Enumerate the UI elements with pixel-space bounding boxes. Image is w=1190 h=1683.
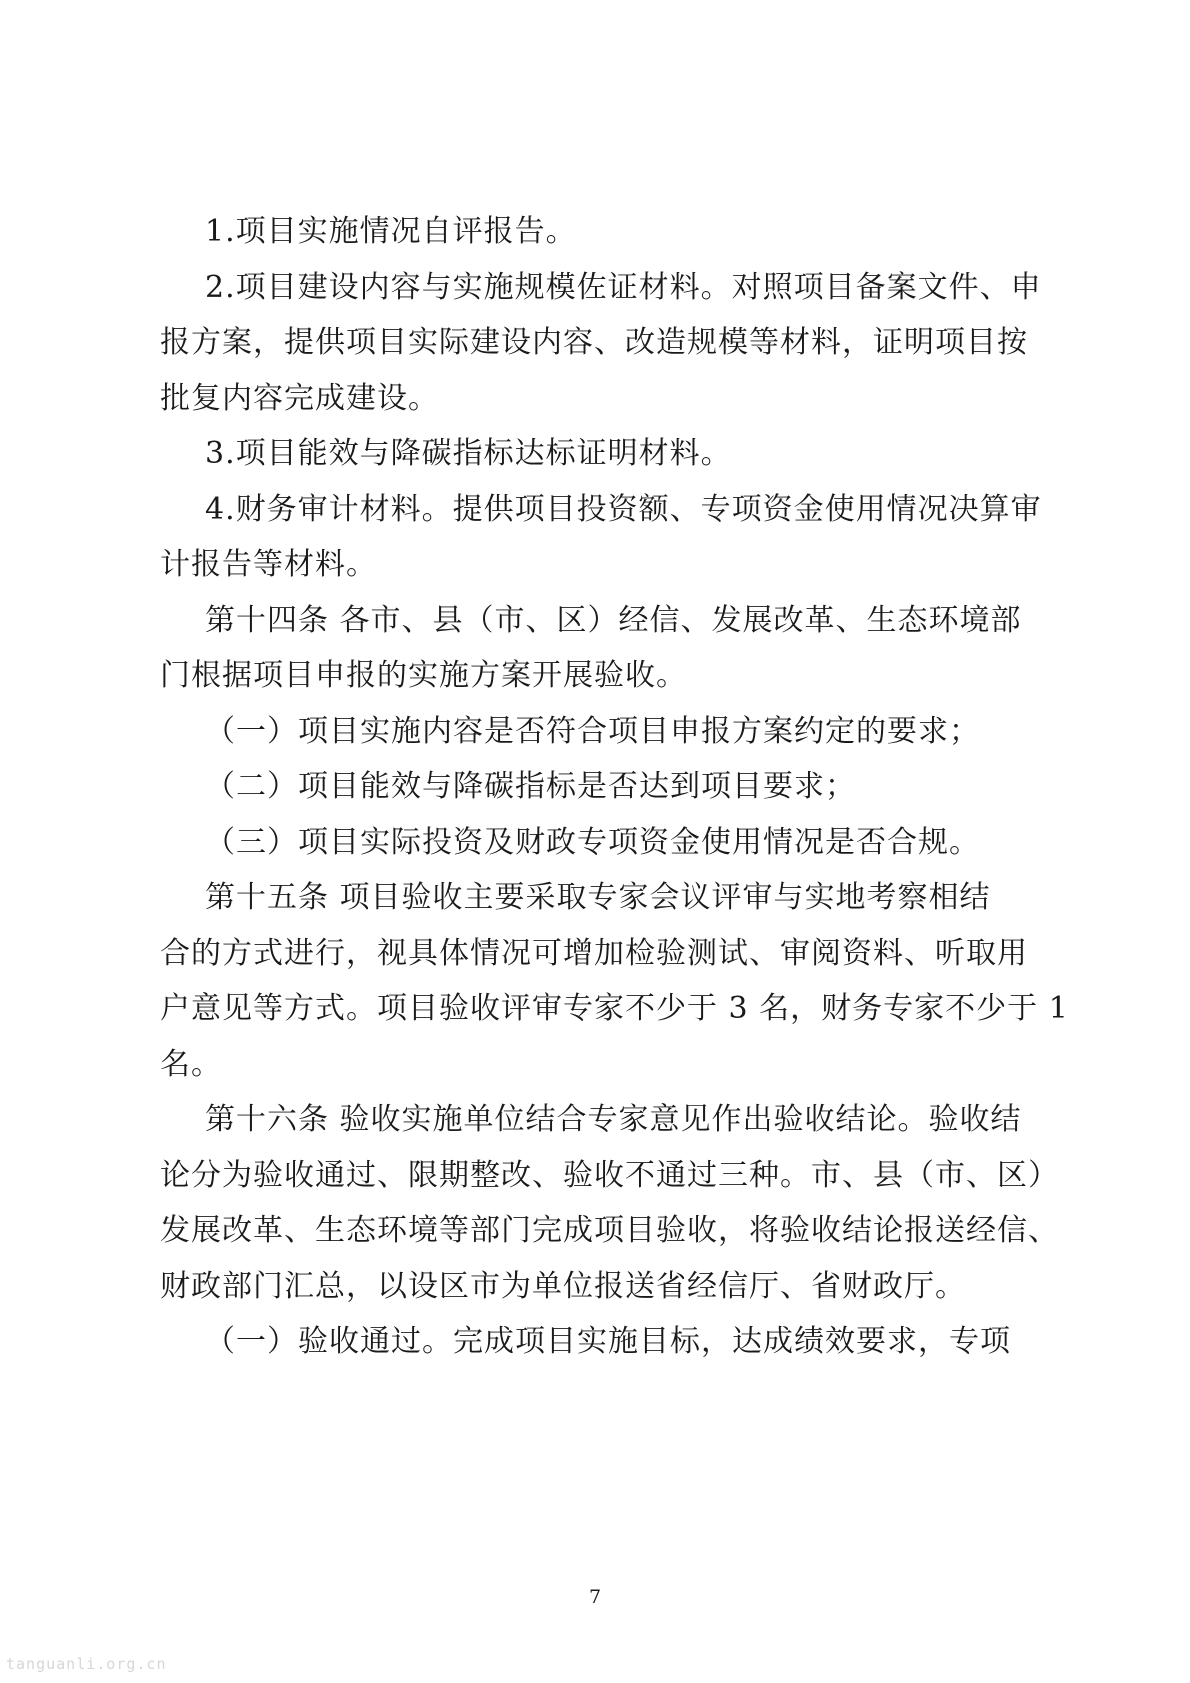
text-line: 2.项目建设内容与实施规模佐证材料。对照项目备案文件、申 xyxy=(205,270,1042,305)
text-line: （二）项目能效与降碳指标是否达到项目要求； xyxy=(205,769,856,804)
text-line: 4.财务审计材料。提供项目投资额、专项资金使用情况决算审 xyxy=(205,492,1042,527)
text-line: 户意见等方式。项目验收评审专家不少于 3 名，财务专家不少于 1 xyxy=(160,991,1069,1026)
text-line: （一）项目实施内容是否符合项目申报方案约定的要求； xyxy=(205,714,980,749)
article-16-heading-line: 第十六条 验收实施单位结合专家意见作出验收结论。验收结 xyxy=(205,1102,1022,1137)
text-line: （一）验收通过。完成项目实施目标，达成绩效要求，专项 xyxy=(205,1324,1011,1359)
article-15-heading-line: 第十五条 项目验收主要采取专家会议评审与实地考察相结 xyxy=(205,880,991,915)
text-line: 批复内容完成建设。 xyxy=(160,381,439,416)
text-line: 合的方式进行，视具体情况可增加检验测试、审阅资料、听取用 xyxy=(160,936,1028,971)
text-line: 3.项目能效与降碳指标达标证明材料。 xyxy=(205,436,732,471)
article-14-heading-line: 第十四条 各市、县（市、区）经信、发展改革、生态环境部 xyxy=(205,603,1022,638)
text-line: 计报告等材料。 xyxy=(160,547,377,582)
text-line: （三）项目实际投资及财政专项资金使用情况是否合规。 xyxy=(205,825,980,860)
text-line: 财政部门汇总，以设区市为单位报送省经信厅、省财政厅。 xyxy=(160,1269,966,1304)
text-line: 1.项目实施情况自评报告。 xyxy=(205,214,577,249)
text-line: 论分为验收通过、限期整改、验收不通过三种。市、县（市、区） xyxy=(160,1158,1059,1193)
text-line: 门根据项目申报的实施方案开展验收。 xyxy=(160,658,687,693)
text-line: 发展改革、生态环境等部门完成项目验收，将验收结论报送经信、 xyxy=(160,1213,1059,1248)
watermark-text: tanguanli.org.cn xyxy=(6,1655,167,1673)
text-line: 名。 xyxy=(160,1047,222,1082)
text-line: 报方案，提供项目实际建设内容、改造规模等材料，证明项目按 xyxy=(160,325,1028,360)
page-number: 7 xyxy=(588,1586,602,1608)
